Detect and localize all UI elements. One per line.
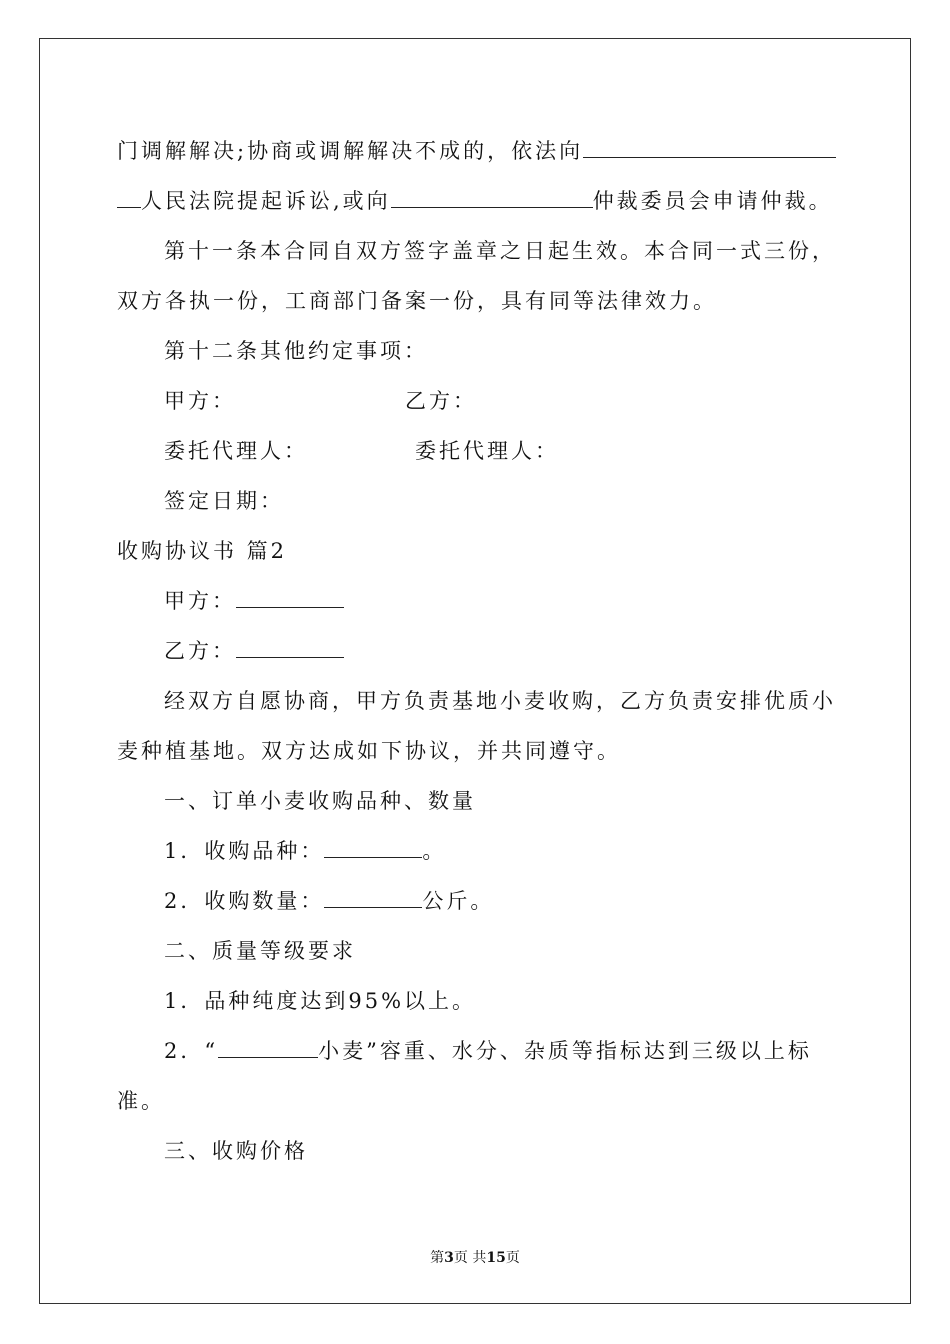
party-b-label: 乙方： — [405, 389, 477, 413]
text-line — [164, 587, 344, 615]
text-line — [117, 137, 836, 165]
text-segment: 。 — [422, 839, 447, 863]
page-border — [39, 38, 911, 1304]
blank-field — [236, 587, 344, 608]
footer-total-pages: 15 — [486, 1250, 506, 1266]
text-segment: 门调解解决;协商或调解解决不成的，依法向 — [117, 139, 584, 163]
text-segment: 2．“ — [164, 1039, 219, 1063]
text-line: 准。 — [117, 1089, 165, 1113]
party-a-label: 甲方： — [164, 389, 236, 413]
text-line: 麦种植基地。双方达成如下协议，并共同遵守。 — [117, 739, 621, 763]
page-footer — [0, 1248, 950, 1268]
text-line — [164, 887, 494, 915]
blank-field — [324, 837, 422, 858]
blank-field — [236, 637, 344, 658]
text-line — [117, 187, 833, 215]
text-line: 1．品种纯度达到95%以上。 — [164, 989, 477, 1013]
blank-field — [391, 187, 593, 208]
text-segment: 2．收购数量： — [164, 889, 325, 913]
agent-b-label: 委托代理人： — [415, 439, 559, 463]
text-line: 双方各执一份，工商部门备案一份，具有同等法律效力。 — [117, 289, 717, 313]
footer-suffix: 页 — [505, 1250, 520, 1266]
text-line: 一、订单小麦收购品种、数量 — [164, 789, 476, 813]
text-line — [164, 837, 446, 865]
text-segment: 乙方： — [164, 639, 236, 663]
text-segment: 仲裁委员会申请仲裁。 — [592, 189, 833, 213]
text-line: 三、收购价格 — [164, 1139, 308, 1163]
sign-date-label: 签定日期： — [164, 489, 284, 513]
text-segment: 甲方： — [164, 589, 236, 613]
text-line: 第十一条本合同自双方签字盖章之日起生效。本合同一式三份， — [164, 239, 836, 263]
text-line — [164, 1037, 812, 1065]
text-segment: 公斤。 — [422, 889, 495, 913]
blank-field — [218, 1037, 318, 1058]
text-line: 经双方自愿协商，甲方负责基地小麦收购，乙方负责安排优质小 — [164, 689, 836, 713]
text-line: 第十二条其他约定事项： — [164, 339, 428, 363]
text-segment: 小麦”容重、水分、杂质等指标达到三级以上标 — [318, 1039, 812, 1063]
blank-field — [117, 187, 141, 208]
footer-mid: 页 共 — [453, 1250, 487, 1266]
text-line — [164, 637, 344, 665]
footer-page-number: 3 — [444, 1250, 454, 1266]
blank-field — [324, 887, 422, 908]
footer-prefix: 第 — [430, 1250, 445, 1266]
text-line: 二、质量等级要求 — [164, 939, 356, 963]
agent-a-label: 委托代理人： — [164, 439, 308, 463]
blank-field — [583, 137, 836, 158]
section-title: 收购协议书 篇2 — [117, 539, 288, 563]
text-segment: 1．收购品种： — [164, 839, 325, 863]
text-segment: 人民法院提起诉讼,或向 — [141, 189, 391, 213]
